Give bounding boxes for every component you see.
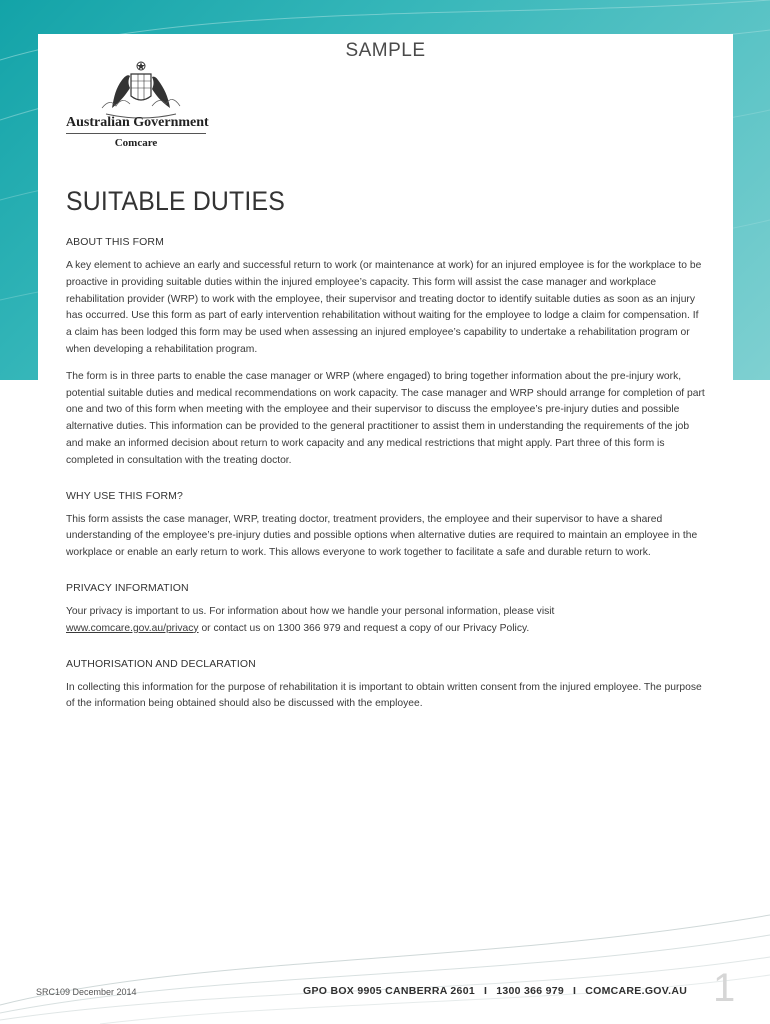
privacy-link[interactable]: www.comcare.gov.au/privacy bbox=[66, 622, 199, 634]
section-heading-why: WHY USE THIS FORM? bbox=[66, 489, 183, 502]
document-title: SUITABLE DUTIES bbox=[66, 186, 286, 216]
form-code: SRC109 December 2014 bbox=[36, 987, 137, 997]
footer-phone: 1300 366 979 bbox=[496, 985, 565, 997]
section-heading-privacy: PRIVACY INFORMATION bbox=[66, 581, 189, 594]
footer-separator: I bbox=[573, 985, 577, 997]
department-name: Comcare bbox=[114, 137, 158, 149]
privacy-paragraph bbox=[66, 604, 706, 638]
why-paragraph: This form assists the case manager, WRP, treating doctor, treatment providers, the employee and their supervisor to have a shared understanding of the employee’s pre-injury duties and possible options when alternative duties are required to maintain an employee in the workplace or enable an early return to work. This allows everyone to work together to facilitate a safe and durable return to work. bbox=[66, 513, 698, 559]
footer-website[interactable]: COMCARE.GOV.AU bbox=[585, 985, 688, 997]
privacy-text-after: or contact us on 1300 366 979 and request a copy of our Privacy Policy. bbox=[198, 622, 530, 634]
section-heading-authorisation: AUTHORISATION AND DECLARATION bbox=[66, 657, 256, 670]
agency-divider bbox=[66, 133, 206, 134]
footer-address: GPO BOX 9905 CANBERRA 2601 bbox=[303, 985, 475, 997]
footer-separator: I bbox=[483, 985, 488, 997]
about-paragraph-2: The form is in three parts to enable the case manager or WRP (where engaged) to bring together information about the pre-injury work, potential suitable duties and medical recommendations on work capacity. The case manager and WRP should arrange for completion of part one and two of this form when meeting with the employee and their supervisor to discuss the employee’s pre-injury duties and possible alternative duties. This information can be provided to the general practitioner to assist them in understanding the requirements of the job and make an informed decision about return to work capacity and any medical restrictions that might apply. Part three of this form is completed in consultation with the treating doctor. bbox=[66, 370, 705, 466]
about-paragraph-1: A key element to achieve an early and successful return to work (or maintenance at work) for an injured employee is for the workplace to be proactive in providing suitable duties within the injured employee’s capacity. This form will assist the case manager and workplace rehabilitation provider (WRP) to work with the employee, their supervisor and treating doctor to identify suitable duties as soon as an injury has occurred. Use this form as part of early intervention rehabilitation without waiting for the employee to lodge a claim for compensation. If a claim has been lodged this form may be used when assessing an injured employee’s capability to undertake a rehabilitation program or when developing a rehabilitation program. bbox=[66, 260, 702, 355]
page-number: 1 bbox=[713, 966, 736, 1010]
document-page bbox=[38, 34, 736, 1024]
agency-name: Australian Government bbox=[66, 115, 209, 130]
sample-watermark: SAMPLE bbox=[345, 40, 426, 61]
footer-contact bbox=[303, 985, 687, 997]
document-body bbox=[66, 236, 706, 723]
privacy-text-before: Your privacy is important to us. For information about how we handle your personal information, please visit bbox=[66, 605, 555, 617]
authorisation-paragraph: In collecting this information for the purpose of rehabilitation it is important to obtain written consent from the injured employee. The purpose of the information being obtained should also be discussed with the employee. bbox=[66, 681, 702, 710]
section-heading-about: ABOUT THIS FORM bbox=[66, 236, 164, 248]
